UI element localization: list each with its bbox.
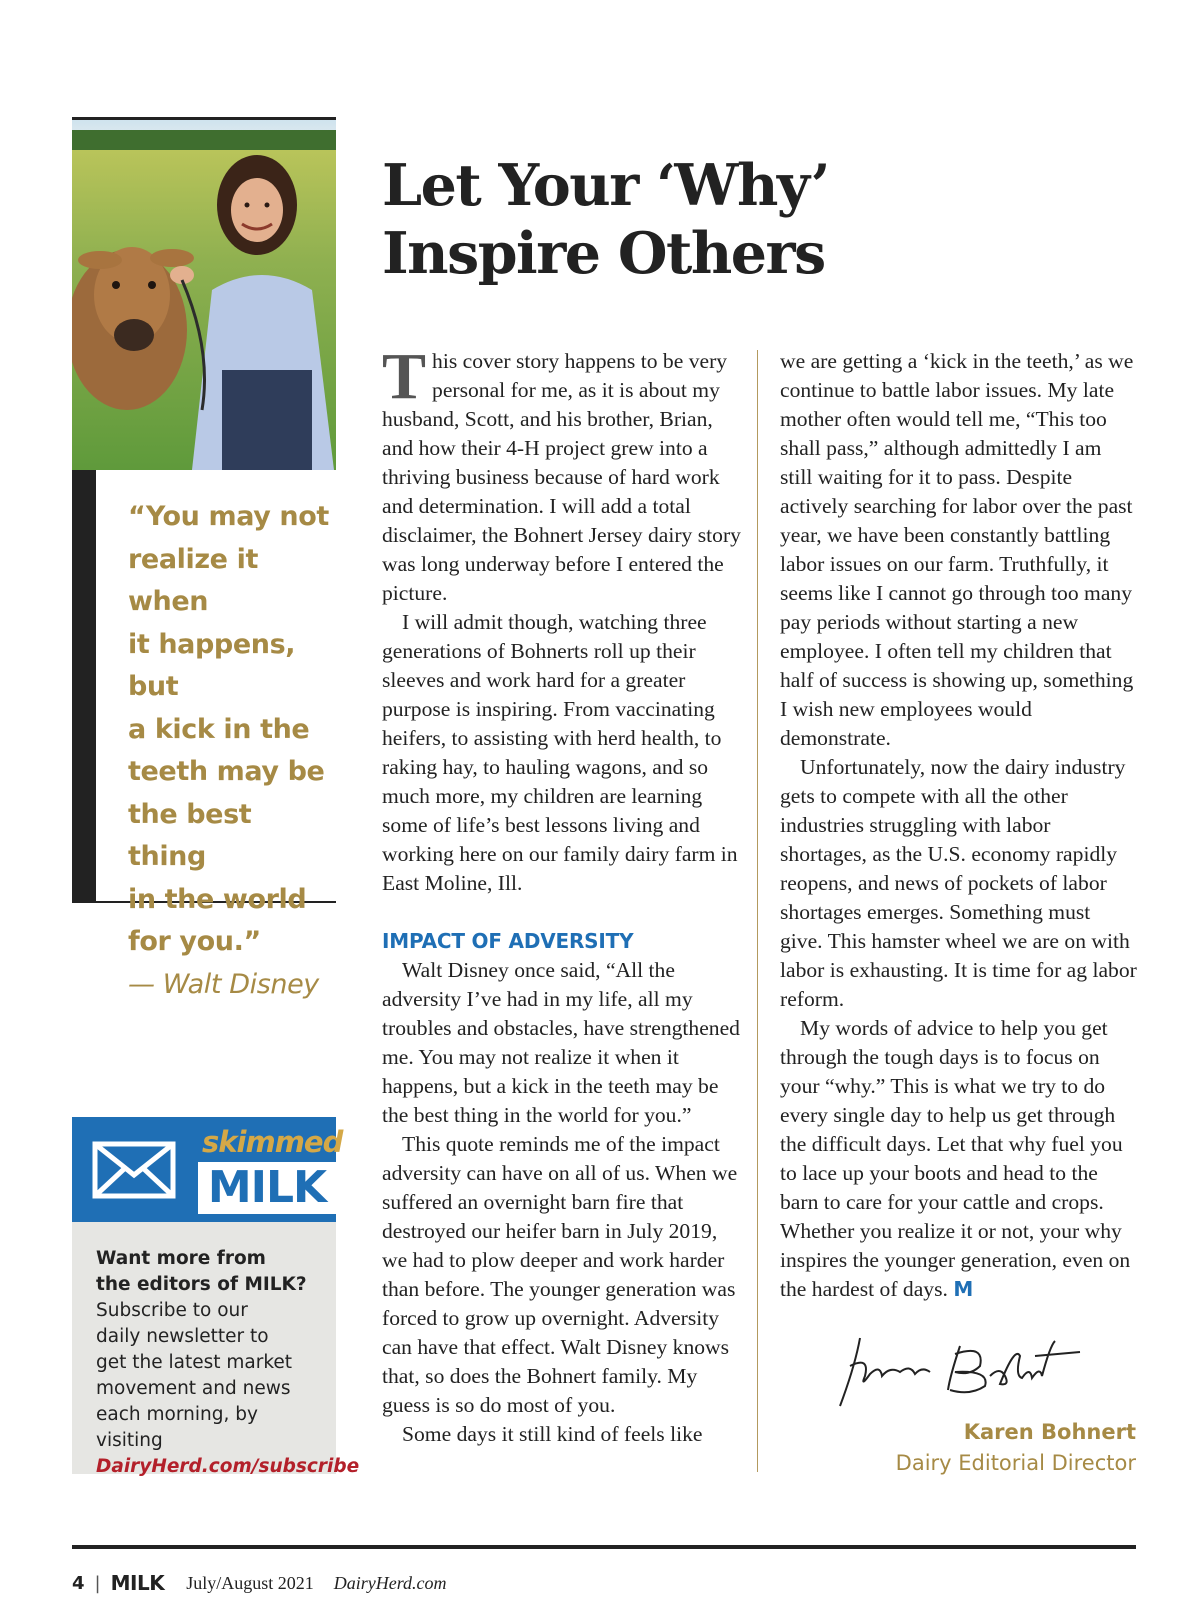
promo-body-line: get the latest market — [96, 1352, 293, 1373]
footer-separator: | — [94, 1572, 101, 1594]
pull-quote-line: it happens, but — [128, 628, 296, 702]
paragraph: Walt Disney once said, “All the adversity I’ve had in my life, all my troubles and obstacles, have strengthened me. You may not realize it when it happens, but a kick in the teeth may be the best thing in the world for you.” — [382, 958, 740, 1127]
promo-body-line: movement and news — [96, 1378, 291, 1399]
author-title: Dairy Editorial Director — [895, 1451, 1136, 1475]
title-line: Inspire Others — [382, 220, 825, 287]
footer-brand-logo: MILK — [110, 1571, 165, 1595]
author-photo — [72, 120, 336, 470]
paragraph: My words of advice to help you get through the tough days is to focus on your “why.” This is what we try to do every single day to help us get through the difficult days. Let that why fuel you to lace up your boots and head to the barn to care for your cattle and crops. Whether you realize it or not, your why inspires the younger generation, even on the hardest of days. M — [780, 1016, 1131, 1301]
paragraph: Unfortunately, now the dairy industry gets to compete with all the other industries struggling with labor shortages, as the U.S. economy rapidly reopens, and news of pockets of labor shortages emerges. Something must give. This hamster wheel we are on with labor is exhausting. It is time for ag labor reform. — [780, 755, 1137, 1011]
promo-heading: Want more from — [96, 1248, 266, 1269]
promo-body-line: Subscribe to our — [96, 1300, 248, 1321]
column-divider — [757, 350, 758, 1472]
pull-quote-line: teeth may be — [128, 756, 325, 787]
page-number: 4 — [72, 1572, 85, 1594]
promo-body-line: daily newsletter to — [96, 1326, 269, 1347]
promo-brand-logo: MILK — [198, 1162, 336, 1214]
section-subhead: IMPACT OF ADVERSITY — [382, 929, 634, 953]
article-title — [382, 152, 1142, 288]
pull-quote — [72, 470, 336, 1000]
author-name: Karen Bohnert — [963, 1420, 1136, 1444]
pull-quote-line: in the world — [128, 883, 307, 915]
pull-quote-line: for you.” — [128, 926, 261, 957]
end-mark: M — [953, 1277, 974, 1301]
article-column-2 — [780, 347, 1138, 1304]
envelope-icon — [92, 1141, 176, 1199]
promo-text — [72, 1222, 360, 1480]
promo-heading: the editors of MILK? — [96, 1274, 307, 1295]
footer-website[interactable]: DairyHerd.com — [333, 1572, 447, 1593]
footer-rule — [72, 1545, 1136, 1549]
newsletter-promo[interactable] — [72, 1117, 360, 1477]
issue-date: July/August 2021 — [186, 1572, 314, 1593]
promo-body-line: each morning, by visiting — [96, 1404, 258, 1451]
drop-cap: T — [382, 340, 427, 413]
pull-quote-line: realize it when — [128, 543, 258, 617]
paragraph: I will admit though, watching three generations of Bohnerts roll up their sleeves and work hard for a greater purpose is inspiring. From vaccinating heifers, to assisting with herd health, to raking hay, to hauling wagons, and so much more, my children are learning some of life’s best lessons living and working here on our family dairy farm in East Moline, Ill. — [382, 610, 738, 895]
pull-quote-line: the best thing — [128, 798, 252, 872]
photo-illustration — [72, 120, 336, 470]
paragraph: This quote reminds me of the impact adversity can have on all of us. When we suffered an overnight barn fire that destroyed our heifer barn in July 2019, we had to plow deeper and work harder than before. The younger generation was forced to grow up overnight. Adversity can have that effect. Walt Disney knows that, so does the Bohnert family. My guess is so do most of you. — [382, 1132, 738, 1417]
pull-quote-line: a kick in the — [128, 713, 310, 745]
pull-quote-line: “You may not — [128, 501, 329, 532]
promo-banner — [72, 1117, 343, 1222]
pull-quote-attribution: — Walt Disney — [128, 968, 319, 1000]
title-line: Let Your ‘Why’ — [382, 152, 829, 219]
paragraph: This cover story happens to be very personal for me, as it is about my husband, Scott, and his brother, Brian, and how their 4-H project grew into a thriving business because of hard work and determination. I will add a total disclaimer, the Bohnert Jersey dairy story was long underway before I entered the picture. — [382, 340, 741, 605]
subscribe-link[interactable]: DairyHerd.com/subscribe — [96, 1456, 360, 1477]
promo-brand-top: skimmed — [202, 1125, 343, 1159]
signature-image — [810, 1326, 1090, 1416]
paragraph: Some days it still kind of feels like — [402, 1422, 703, 1446]
article-column-1 — [382, 340, 742, 1449]
page-footer — [72, 1568, 447, 1598]
paragraph: we are getting a ‘kick in the teeth,’ as we continue to battle labor issues. My late mother often would tell me, “This too shall pass,” although admittedly I am still waiting for it to pass. Despite actively searching for labor over the past year, we have been constantly battling labor issues on our farm. Truthfully, it seems like I cannot go through too many pay periods without starting a new employee. I often tell my children that half of success is showing up, something I wish new employees would demonstrate. — [780, 349, 1134, 750]
